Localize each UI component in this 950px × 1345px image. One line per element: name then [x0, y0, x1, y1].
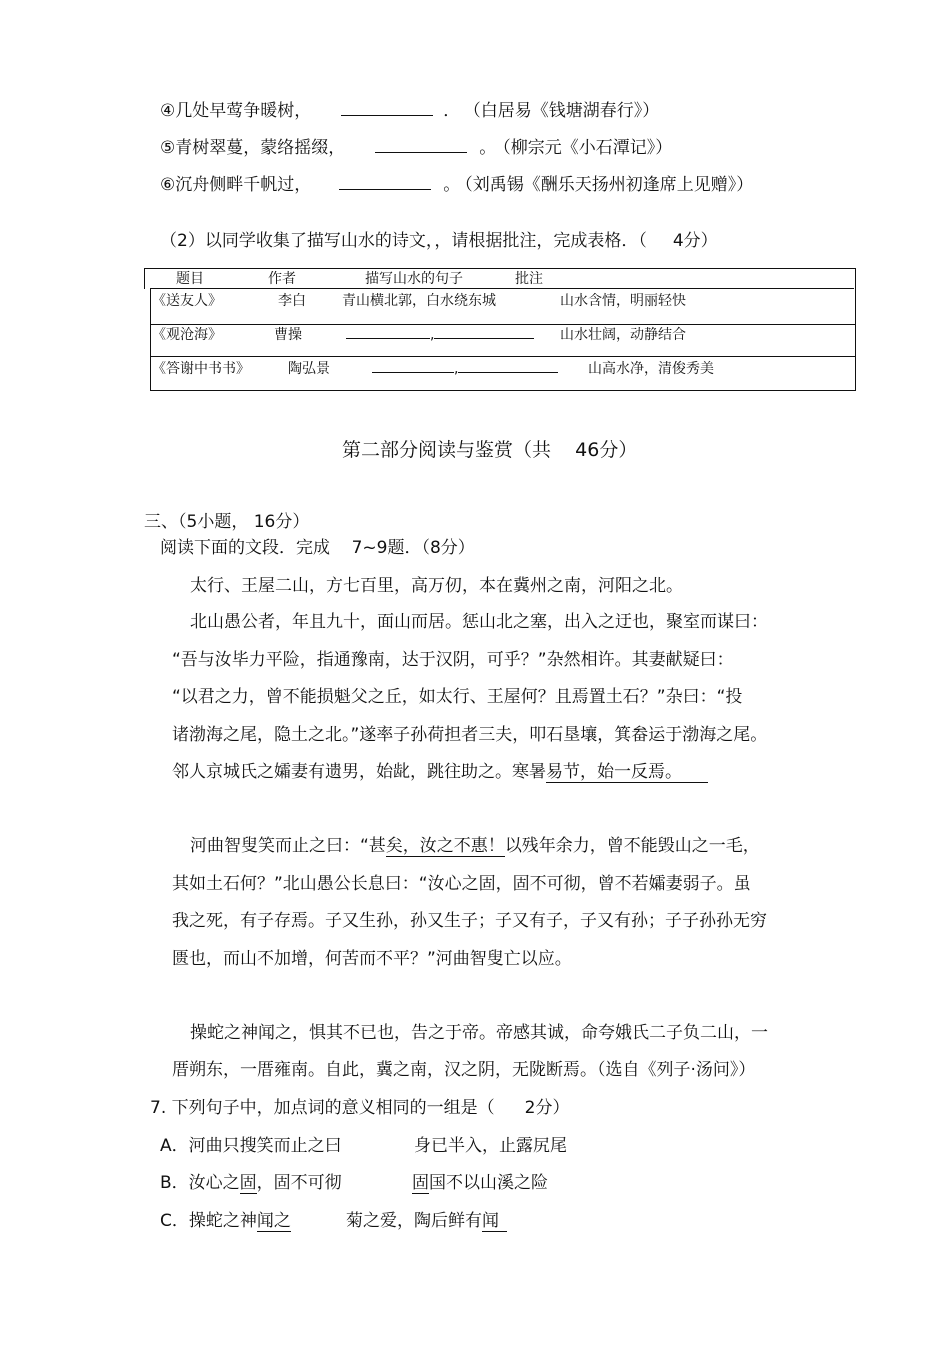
table-cell-title: 《送友人》 — [152, 293, 222, 309]
table-header-author: 作者 — [268, 271, 296, 287]
table-cell-note: 山水含情，明丽轻快 — [560, 293, 686, 309]
answer-blank[interactable] — [372, 362, 454, 373]
fill-line-sep: ． — [443, 101, 461, 121]
option-text: 之曰 — [307, 1136, 342, 1156]
option-text: 河曲只搜笑而 — [188, 1136, 291, 1156]
fill-line-source: （刘禹锡《酬乐天扬州初逢席上见赠》） — [464, 175, 754, 195]
passage-text: 河曲智叟笑而止之曰：“甚 — [190, 836, 386, 856]
passage-line: 北山愚公者，年且九十，面山而居。惩山北之塞，出入之迂也，聚室而谋曰： — [190, 612, 768, 632]
option-c[interactable] — [160, 1213, 291, 1230]
dotted-word: 止 — [499, 1136, 516, 1156]
option-letter: A． — [160, 1136, 189, 1156]
table-header-title: 题目 — [176, 271, 204, 287]
fill-line-text: ⑤青树翠蔓，蒙络摇缀， — [160, 138, 346, 158]
option-text: 身已半入， — [414, 1136, 499, 1156]
question-7-text: 7. 下列句子中，加点词的意义相同的一组是（ — [150, 1098, 495, 1118]
question-2-score: 4分） — [672, 231, 718, 251]
fill-line-5 — [160, 138, 672, 157]
passage-line: 操蛇之神闻之，惧其不已也，告之于帝。帝感其诚，命夸娥氏二子负二山，一 — [190, 1023, 768, 1043]
option-b-compare — [412, 1175, 548, 1192]
question-2 — [160, 233, 718, 250]
question-2-text: （2）以同学收集了描写山水的诗文，，请根据批注，完成表格．（ — [160, 231, 647, 251]
passage-line — [190, 838, 760, 855]
question-7-score: 2分） — [524, 1098, 570, 1118]
option-text: ，固不可彻 — [256, 1173, 342, 1193]
dotted-word: 止 — [290, 1136, 308, 1156]
fill-line-text: ⑥沉舟侧畔千帆过， — [160, 175, 312, 195]
fill-line-source: （白居易《钱塘湖春行》） — [472, 101, 660, 121]
option-text: 菊之爱，陶后鲜有 — [346, 1211, 482, 1231]
table-cell-note: 山水壮阔，动静结合 — [560, 327, 686, 343]
answer-blank[interactable] — [346, 328, 430, 339]
passage-line: 诸渤海之尾，隐土之北。”遂率子孙荷担者三夫，叩石垦壤，箕畚运于渤海之尾。 — [172, 725, 768, 745]
table-cell-sentence[interactable]: , — [372, 362, 558, 376]
option-a[interactable] — [160, 1138, 342, 1155]
table-header-frame — [144, 268, 856, 289]
question-7-stem — [150, 1100, 569, 1117]
underlined-phrase: 易节，始一反焉。 — [546, 762, 708, 783]
option-b[interactable] — [160, 1175, 342, 1192]
option-a-compare — [414, 1138, 567, 1155]
fill-line-sep: 。 — [443, 175, 461, 195]
fill-line-sep: 。 — [479, 138, 497, 158]
passage-line: “以君之力，曾不能损魁父之丘，如太行、王屋何？且焉置土石？”杂曰：“投 — [172, 687, 743, 707]
passage-text: 邻人京城氏之孀妻有遗男，始龀，跳往助之。寒暑 — [172, 762, 546, 782]
table-cell-author: 李白 — [278, 293, 306, 309]
table-cell-title: 《答谢中书书》 — [152, 361, 250, 377]
option-c-compare — [346, 1213, 507, 1230]
option-letter: B． — [160, 1173, 189, 1193]
dotted-word: 固 — [239, 1173, 257, 1193]
fill-line-4 — [160, 101, 659, 120]
passage-paragraph-1: 太行、王屋二山，方七百里，高万仞，本在冀州之南，河阳之北。 — [190, 576, 683, 596]
fill-line-source: （柳宗元《小石潭记》） — [502, 138, 673, 158]
answer-blank[interactable] — [341, 101, 433, 116]
dotted-word: 固 — [412, 1173, 429, 1193]
section3-intro: 阅读下面的文段．完成 7~9题．（8分） — [160, 538, 475, 558]
table-divider — [151, 324, 855, 325]
passage-line: 厝朔东，一厝雍南。自此，冀之南，汉之阴，无陇断焉。（选自《列子·汤问》） — [172, 1060, 756, 1080]
option-text: 操蛇之神 — [188, 1211, 257, 1231]
answer-blank[interactable] — [339, 175, 431, 190]
dotted-word: 闻 — [482, 1211, 507, 1232]
answer-blank[interactable] — [375, 138, 467, 153]
answer-blank[interactable] — [434, 328, 534, 339]
part2-heading: 第二部分阅读与鉴赏（共 46分） — [342, 439, 638, 461]
table-cell-sentence[interactable]: , — [346, 328, 534, 342]
table-cell-author: 陶弘景 — [288, 361, 330, 377]
table-divider — [151, 356, 855, 357]
option-text: 国不以山溪之险 — [429, 1173, 548, 1193]
underlined-phrase: 矣，汝之不惠！ — [385, 836, 505, 856]
section3-label: 三、（5小题， 16分） — [144, 512, 310, 532]
fill-line-text: ④几处早莺争暖树， — [160, 101, 312, 121]
table-header-note: 批注 — [515, 271, 543, 287]
passage-text: 以残年余力，曾不能毁山之一毛， — [504, 836, 760, 856]
passage-line: 我之死，有子存焉。子又生孙，孙又生子；子又有子，子又有孙；子子孙孙无穷 — [172, 911, 767, 931]
passage-line: “吾与汝毕力平险，指通豫南，达于汉阴，可乎？”杂然相许。其妻献疑曰： — [172, 650, 734, 670]
table-cell-note: 山高水净，清俊秀美 — [588, 361, 714, 377]
option-letter: C． — [160, 1211, 189, 1231]
table-header-divider — [150, 288, 854, 289]
passage-line: 匮也，而山不加增，何苦而不平？”河曲智叟亡以应。 — [172, 949, 572, 969]
option-text: 汝心之 — [188, 1173, 240, 1193]
option-text: 露尻尾 — [516, 1136, 567, 1156]
table-cell-title: 《观沧海》 — [152, 327, 222, 343]
answer-blank[interactable] — [458, 362, 558, 373]
fill-line-6 — [160, 175, 753, 194]
table-cell-author: 曹操 — [274, 327, 302, 343]
table-header-sentence: 描写山水的句子 — [365, 271, 463, 287]
passage-line — [172, 764, 708, 781]
table-cell-sentence: 青山横北郭，白水绕东城 — [342, 293, 496, 309]
dotted-word: 闻之 — [256, 1211, 291, 1231]
passage-line: 其如土石何？”北山愚公长息曰：“汝心之固，固不可彻，曾不若孀妻弱子。虽 — [172, 874, 751, 894]
